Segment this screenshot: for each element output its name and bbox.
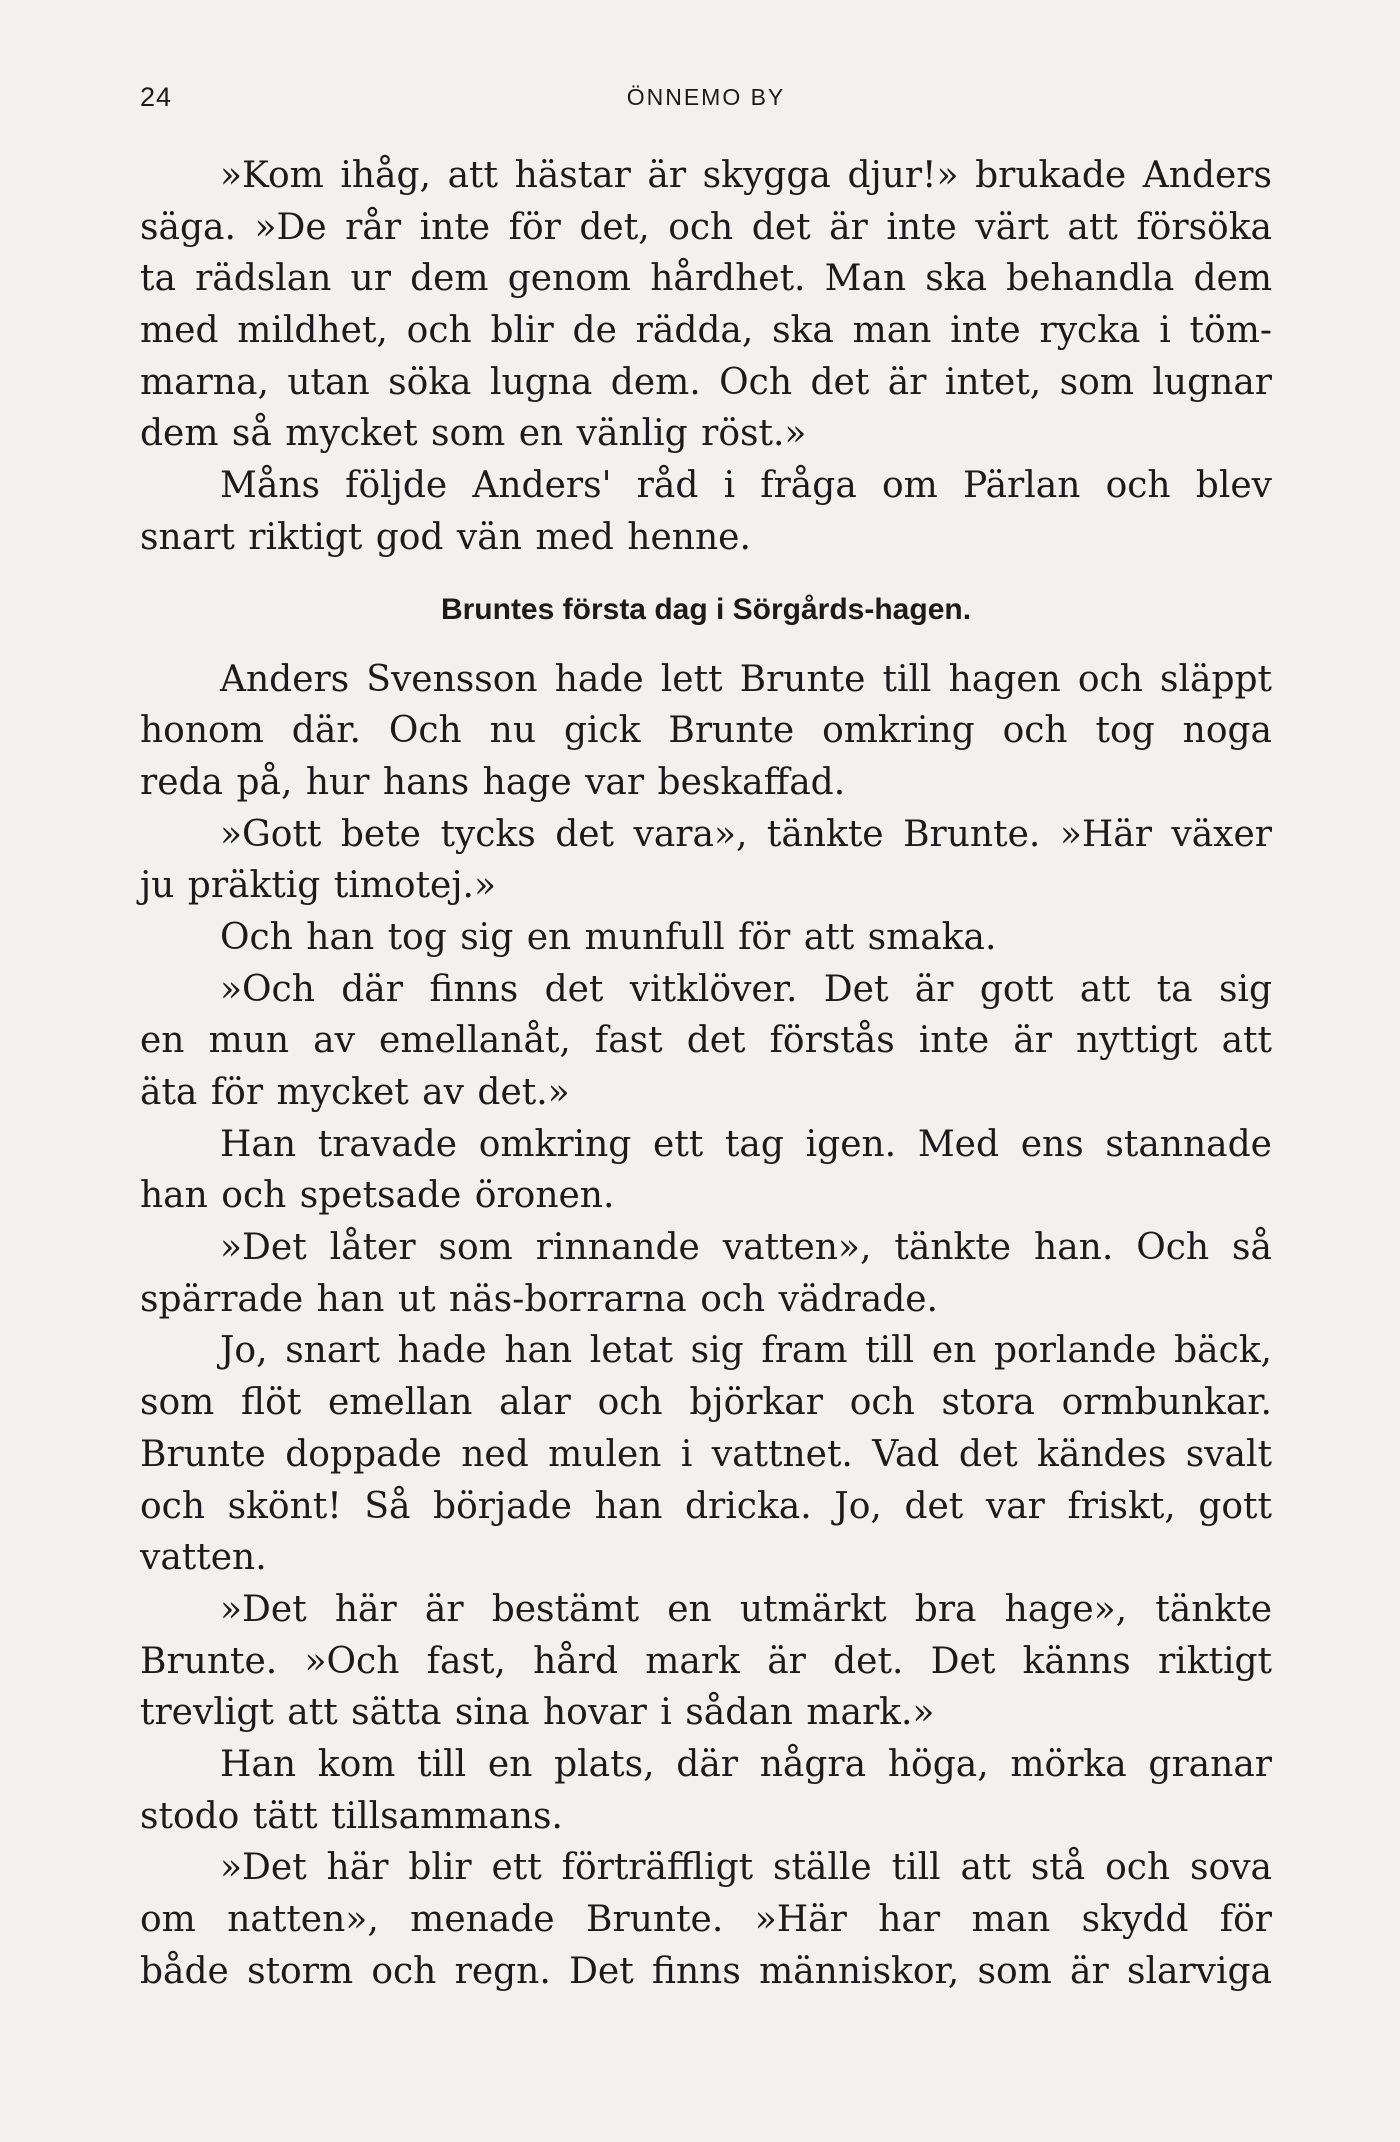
text-line: som flöt emellan alar och björkar och stora ormbunkar. (140, 1382, 1272, 1424)
paragraph (140, 964, 1272, 1119)
paragraph (140, 809, 1272, 912)
text-line: Och han tog sig en munfull för att smaka. (220, 916, 997, 958)
paragraph (140, 150, 1272, 460)
text-line: Måns följde Anders' råd i fråga om Pärlan och blev (220, 465, 1272, 507)
section-heading: Bruntes första dag i Sörgårds-hagen. (440, 592, 972, 626)
text-line: en mun av emellanåt, fast det förstås inte är nyttigt att (140, 1020, 1272, 1062)
text-line: »Det här är bestämt en utmärkt bra hage», tänkte (220, 1588, 1272, 1630)
text-line: »Och där finns det vitklöver. Det är gott att ta sig (220, 968, 1272, 1010)
text-line: trevligt att sätta sina hovar i sådan mark.» (140, 1692, 935, 1734)
text-line: stodo tätt tillsammans. (140, 1795, 563, 1837)
text-line: Brunte. »Och fast, hård mark är det. Det känns riktigt (140, 1640, 1272, 1682)
text-line: ta rädslan ur dem genom hårdhet. Man ska behandla dem (140, 258, 1272, 300)
page-number: 24 (140, 82, 173, 112)
text-line: med mildhet, och blir de rädda, ska man inte rycka i töm- (140, 310, 1272, 352)
paragraph (140, 1325, 1272, 1583)
paragraph (140, 1739, 1272, 1842)
running-title: ÖNNEMO BY (626, 84, 786, 110)
text-line: spärrade han ut näs-borrarna och vädrade. (140, 1278, 938, 1320)
paragraph (140, 1119, 1272, 1222)
paragraphs-after-heading (140, 654, 1272, 1998)
text-line: reda på, hur hans hage var beskaffad. (140, 761, 846, 803)
text-line: Jo, snart hade han letat sig fram till en porlande bäck, (220, 1330, 1272, 1372)
text-line: både storm och regn. Det finns människor, som är slarviga (140, 1950, 1272, 1992)
text-line: vatten. (140, 1537, 267, 1579)
page-header (140, 82, 1272, 122)
paragraphs-before-heading (140, 150, 1272, 564)
text-line: Anders Svensson hade lett Brunte till hagen och släppt (220, 658, 1272, 700)
text-line: Han travade omkring ett tag igen. Med ens stannade (220, 1123, 1272, 1165)
text-line: säga. »De rår inte för det, och det är inte värt att försöka (140, 206, 1272, 248)
text-line: och skönt! Så började han dricka. Jo, det var friskt, gott (140, 1485, 1272, 1527)
text-line: dem så mycket som en vänlig röst.» (140, 413, 807, 455)
paragraph (140, 1842, 1272, 1997)
text-line: »Kom ihåg, att hästar är skygga djur!» brukade Anders (220, 155, 1272, 196)
paragraph (140, 654, 1272, 809)
text-line: äta för mycket av det.» (140, 1072, 570, 1113)
text-line: »Det låter som rinnande vatten», tänkte han. Och så (220, 1227, 1272, 1269)
text-line: han och spetsade öronen. (140, 1175, 615, 1217)
paragraph (140, 1584, 1272, 1739)
text-line: »Gott bete tycks det vara», tänkte Brunte. »Här växer (220, 813, 1272, 855)
paragraph (140, 1222, 1272, 1325)
body-text (140, 150, 1272, 1997)
text-line: ju präktig timotej.» (140, 865, 496, 907)
paragraph (140, 912, 1272, 964)
text-line: Han kom till en plats, där några höga, mörka granar (220, 1743, 1272, 1785)
text-line: »Det här blir ett förträffligt ställe till att stå och sova (220, 1847, 1272, 1889)
paragraph (140, 460, 1272, 563)
text-line: om natten», menade Brunte. »Här har man skydd för (140, 1899, 1272, 1940)
text-line: snart riktigt god vän med henne. (140, 516, 751, 558)
text-line: honom där. Och nu gick Brunte omkring och tog noga (140, 710, 1272, 752)
text-line: Brunte doppade ned mulen i vattnet. Vad det kändes svalt (140, 1433, 1272, 1475)
text-line: marna, utan söka lugna dem. Och det är intet, som lugnar (140, 361, 1272, 403)
